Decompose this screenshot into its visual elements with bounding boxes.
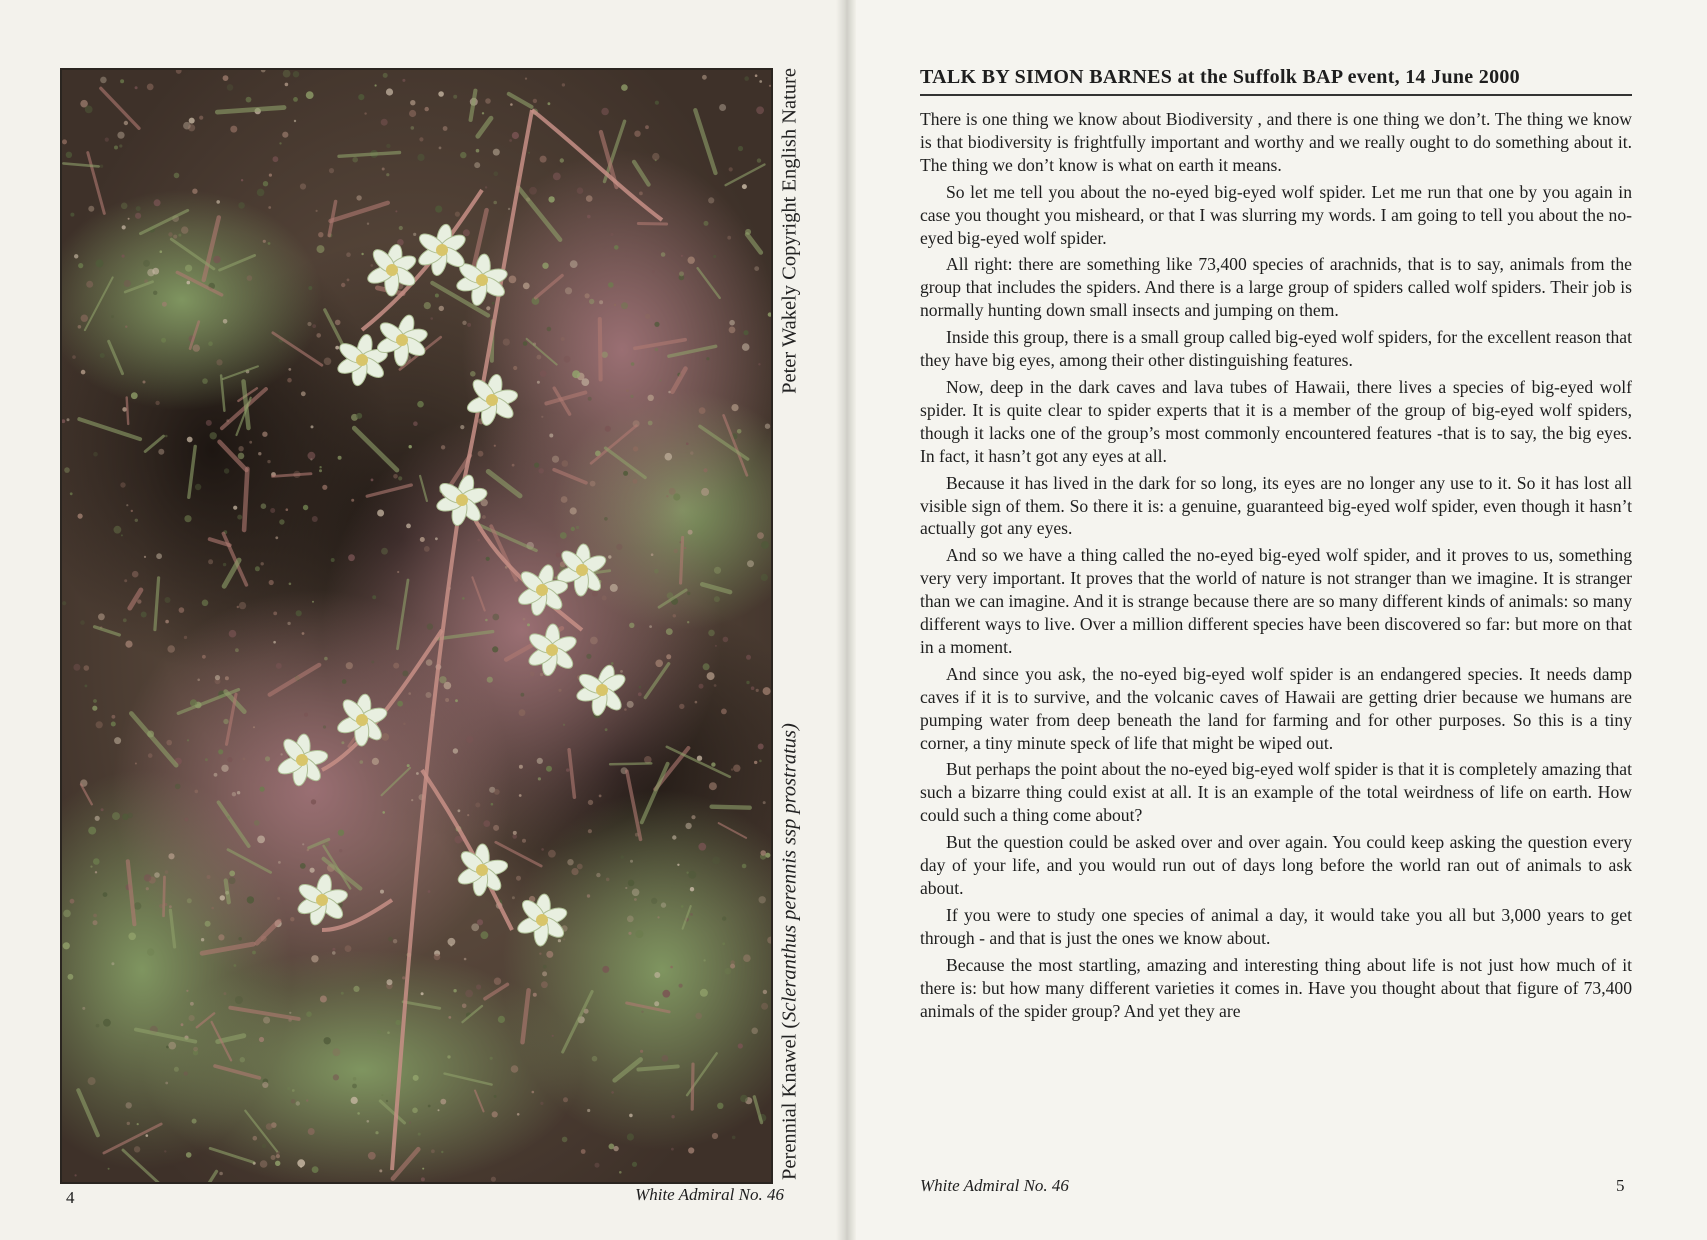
paragraph: Because the most startling, amazing and interesting thing about life is not just how much of it there is: but how many different varieties it comes in. Have you thought about that figure of 73,400 animals of the spider group? And yet they are — [920, 954, 1632, 1021]
paragraph: But the question could be asked over and over again. You could keep asking the question every day of your life, and you would run out of days long before the world ran out of animals to ask about. — [920, 832, 1632, 898]
paragraph: There is one thing we know about Biodiversity , and there is one thing we don’t. The thing we know is that biodiversity is frightfully important and worthy and we really ought to do something about it. The thing we don’t know is what on earth it means. — [920, 109, 1632, 175]
article-body — [920, 108, 1632, 1022]
page-number-left: 4 — [66, 1188, 75, 1207]
species-caption: Perennial Knawel (Scleranthus perennis ssp prostratus) — [778, 723, 801, 1180]
paragraph: And so we have a thing called the no-eyed big-eyed wolf spider, and it proves to us, something very very important. It proves that the world of nature is not stranger than we imagine. It is stranger than we can imagine. And it is strange because there are so many different kinds of animals: so many different ways to live. Over a million different species have been discovered so far: but more on that in a moment. — [920, 545, 1632, 657]
paragraph: Because it has lived in the dark for so long, its eyes are no longer any use to it. So it has lost all visible sign of them. So there it is: a genuine, guaranteed big-eyed wolf spider, even though it hasn’t actually got any eyes. — [920, 472, 1632, 539]
article — [920, 66, 1632, 1026]
article-title: TALK BY SIMON BARNES at the Suffolk BAP event, 14 June 2000 — [920, 66, 1632, 96]
paragraph: All right: there are something like 73,400 species of arachnids, that is to say, animals from the group that includes the spiders. And there is a large group of spiders called wolf spiders. Their job is normally hunting down small insects and jumping on them. — [920, 254, 1632, 321]
footer-right: White Admiral No. 46 — [920, 1176, 1069, 1195]
left-page — [0, 0, 848, 1240]
photo-caption — [775, 68, 805, 1180]
paragraph: And since you ask, the no-eyed big-eyed wolf spider is an endangered species. It needs damp caves if it is to survive, and the volcanic caves of Hawaii are getting drier because we humans are pumping water from deep beneath the land for farming and for other purposes. So this is a tiny corner, a tiny minute speck of life that might be wiped out. — [920, 663, 1632, 753]
right-page — [856, 0, 1707, 1240]
paragraph: But perhaps the point about the no-eyed big-eyed wolf spider is that it is completely amazing that such a bizarre thing could exist at all. It is an example of the total weirdness of life on earth. How could such a thing come about? — [920, 759, 1632, 826]
footer-left: White Admiral No. 46 — [635, 1185, 784, 1204]
page-number-right: 5 — [1616, 1176, 1625, 1195]
plant-photo — [60, 68, 773, 1184]
photo-credit: Peter Wakely Copyright English Nature — [778, 68, 801, 394]
paragraph: Inside this group, there is a small group called big-eyed wolf spiders, for the excellent reason that they have big eyes, among their other distinguishing features. — [920, 327, 1632, 371]
paragraph: If you were to study one species of animal a day, it would take you all but 3,000 years to get through - and that is just the ones we know about. — [920, 904, 1632, 948]
paragraph: Now, deep in the dark caves and lava tubes of Hawaii, there lives a species of big-eyed wolf spider. It is quite clear to spider experts that it is a member of the group of big-eyed wolf spiders, though it lacks one of the group’s most commonly encountered features -that is to say, the big eyes. In fact, it hasn’t got any eyes at all. — [920, 376, 1632, 466]
perennial-knawel-photo — [62, 70, 771, 1182]
paragraph: So let me tell you about the no-eyed big-eyed wolf spider. Let me run that one by you again in case you thought you misheard, or that I was slurring my words. I am going to tell you about the no-eyed big-eyed wolf spider. — [920, 181, 1632, 248]
book-gutter — [836, 0, 856, 1240]
